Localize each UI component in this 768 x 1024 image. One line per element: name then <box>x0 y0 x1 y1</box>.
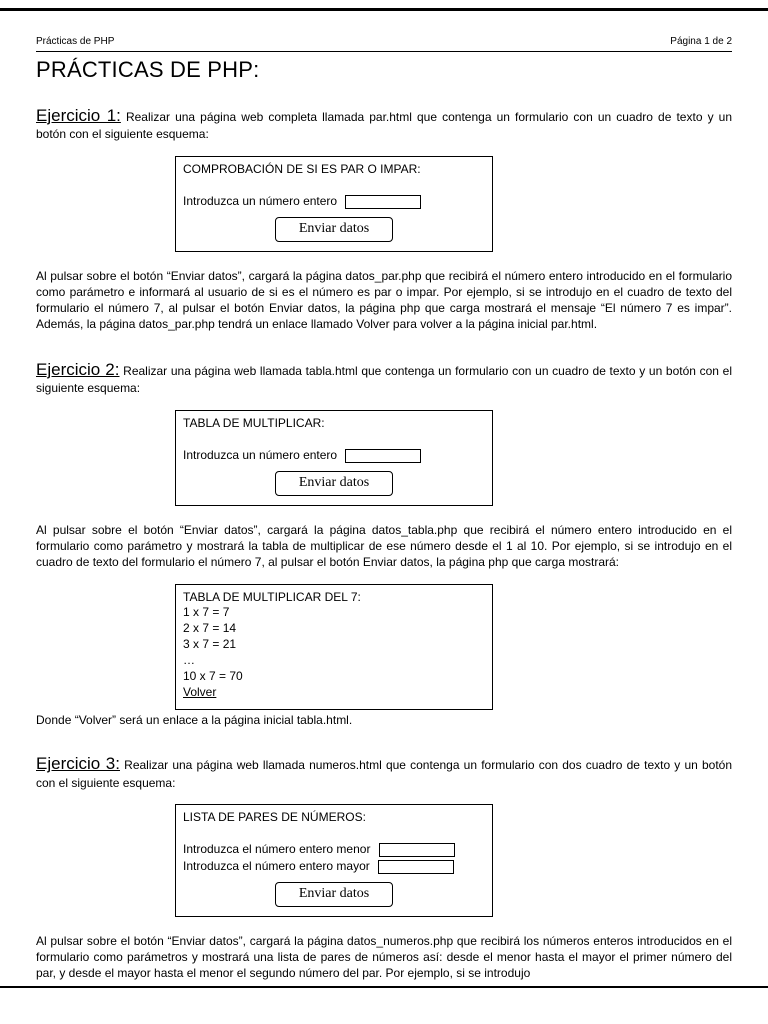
spacer <box>183 432 485 447</box>
exercise2-button-row <box>183 471 485 496</box>
exercise2-intro-text: Realizar una página web llamada tabla.html que contenga un formulario con un cuadro de texto y un botón con el siguiente esquema: <box>36 363 732 396</box>
page-header <box>36 36 732 48</box>
page-title: PRÁCTICAS DE PHP: <box>36 57 260 82</box>
exercise1-field-label: Introduzca un número entero <box>183 194 338 209</box>
header-divider <box>36 51 732 52</box>
exercise2-heading: Ejercicio 2: <box>36 359 120 379</box>
exercise3-button-row <box>183 882 485 907</box>
exercise2-intro <box>36 359 732 397</box>
table-line: 1 x 7 = 7 <box>183 605 230 620</box>
table-line: 3 x 7 = 21 <box>183 637 237 652</box>
volver-link-row <box>183 685 485 701</box>
table-line: 2 x 7 = 14 <box>183 621 237 636</box>
exercise1-heading: Ejercicio 1: <box>36 106 121 125</box>
exercise1-submit-button[interactable]: Enviar datos <box>275 217 393 242</box>
exercise1-intro-text: Realizar una página web completa llamada par.html que contenga un formulario con un cuadro de texto y un botón con el siguiente esquema: <box>36 110 732 142</box>
exercise2-field-label: Introduzca un número entero <box>183 447 338 462</box>
exercise1-paragraph: Al pulsar sobre el botón “Enviar datos”, cargará la página datos_par.php que recibirá el número entero introducido en el formulario como parámetro e informará al usuario de si es el número es par o impar. Por ejemplo, si se introdujo en el cuadro de texto del formulario el número 7, al pulsar el botón Enviar datos, la página php que carga mostrará el mensaje “El número 7 es impar”. Además, la página datos_par.php tendrá un enlace llamado Volver para volver a la página inicial par.html. <box>36 269 732 331</box>
exercise3-intro-text: Realizar una página web llamada numeros.html que contenga un formulario con dos cuadro de texto y un botón con el siguiente esquema: <box>36 758 732 790</box>
exercise3-paragraph: Al pulsar sobre el botón “Enviar datos”, cargará la página datos_numeros.php que recibirá los números enteros introducidos en el formulario como parámetros y mostrará una lista de pares de números así: desde el menor hasta el mayor el primer número del par, y desde el mayor hasta el menor el segundo número del par. Por ejemplo, si se introdujo <box>36 934 732 981</box>
header-document-title: Prácticas de PHP <box>36 36 115 47</box>
exercise2-submit-button[interactable]: Enviar datos <box>275 471 393 496</box>
page-top-border <box>0 8 768 11</box>
exercise2-box-title: TABLA DE MULTIPLICAR: <box>183 415 325 430</box>
exercise2-output-title: TABLA DE MULTIPLICAR DEL 7: <box>183 589 361 604</box>
exercise3-form-box <box>175 804 493 917</box>
exercise2-field-row <box>183 448 485 464</box>
exercise1-number-input[interactable] <box>345 195 421 209</box>
exercise3-submit-button[interactable]: Enviar datos <box>275 882 393 907</box>
exercise3-mayor-input[interactable] <box>378 860 454 874</box>
volver-link[interactable]: Volver <box>183 684 217 699</box>
exercise1-form-box <box>175 156 493 252</box>
exercise1-intro <box>36 105 732 143</box>
exercise3-field-label-menor: Introduzca el número entero menor <box>183 842 371 857</box>
spacer <box>183 178 485 193</box>
exercise3-field-label-mayor: Introduzca el número entero mayor <box>183 859 370 874</box>
spacer <box>183 826 485 841</box>
header-page-number: Página 1 de 2 <box>670 36 732 47</box>
exercise1-field-row <box>183 194 485 210</box>
exercise2-number-input[interactable] <box>345 449 421 463</box>
exercise3-intro <box>36 753 732 791</box>
page-bottom-border <box>0 986 768 988</box>
exercise2-paragraph: Al pulsar sobre el botón “Enviar datos”, cargará la página datos_tabla.php que recibirá el número entero introducido en el formulario como parámetro y mostrará la tabla de multiplicar de ese número desde el 1 al 10. Por ejemplo, si se introdujo en el cuadro de texto del formulario el número 7, al pulsar el botón Enviar datos, la página php que carga mostrará: <box>36 523 732 569</box>
exercise2-output-box <box>175 584 493 711</box>
exercise2-form-box <box>175 410 493 506</box>
exercise3-box-title: LISTA DE PARES DE NÚMEROS: <box>183 810 366 825</box>
exercise3-field-row-mayor <box>183 859 485 875</box>
table-line: 10 x 7 = 70 <box>183 668 243 683</box>
exercise3-menor-input[interactable] <box>379 843 455 857</box>
exercise2-note: Donde “Volver” será un enlace a la página inicial tabla.html. <box>36 713 353 728</box>
exercise3-field-row-menor <box>183 842 485 858</box>
exercise3-heading: Ejercicio 3: <box>36 754 120 774</box>
table-line: … <box>183 652 195 667</box>
exercise1-button-row <box>183 217 485 242</box>
exercise1-box-title: COMPROBACIÓN DE SI ES PAR O IMPAR: <box>183 162 421 177</box>
